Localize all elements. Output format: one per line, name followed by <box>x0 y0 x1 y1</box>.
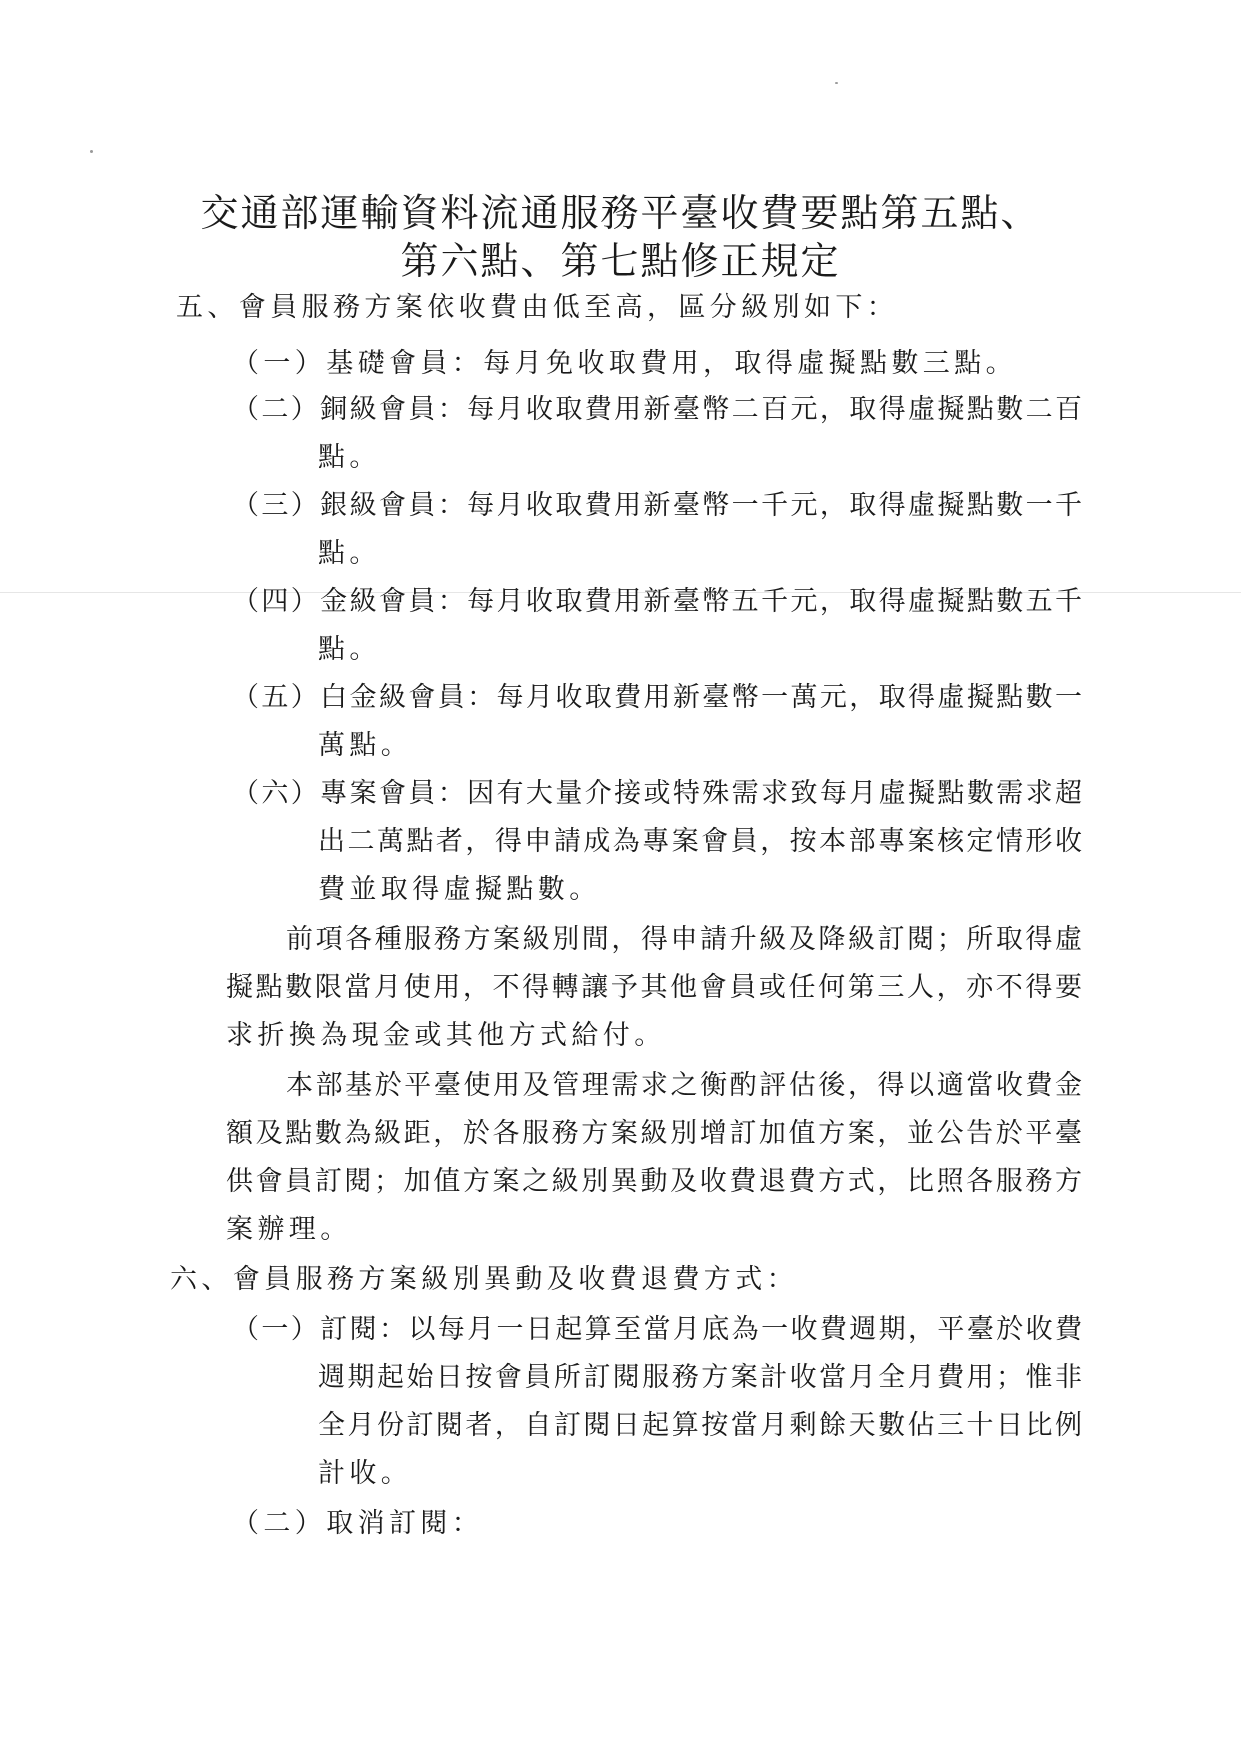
point-5-item-6-line-2: 出二萬點者，得申請成為專案會員，按本部專案核定情形收 <box>318 826 1082 857</box>
point-5-item-1-line-1: （一）基礎會員：每月免收取費用，取得虛擬點數三點。 <box>232 348 1017 379</box>
point-5-heading: 五、會員服務方案依收費由低至高，區分級別如下： <box>176 292 899 323</box>
point-5-paragraph-1-line-3: 求折換為現金或其他方式給付。 <box>226 1020 666 1051</box>
point-5-paragraph-2-line-1: 本部基於平臺使用及管理需求之衡酌評估後，得以適當收費金 <box>286 1070 1082 1101</box>
point-5-paragraph-1-line-1: 前項各種服務方案級別間，得申請升級及降級訂閱；所取得虛 <box>286 924 1082 955</box>
point-5-item-2-line-1: （二）銅級會員：每月收取費用新臺幣二百元，取得虛擬點數二百 <box>232 394 1082 425</box>
point-5-item-3-line-2: 點。 <box>318 538 381 569</box>
scan-speck <box>835 82 838 84</box>
point-6-item-1-line-1: （一）訂閱：以每月一日起算至當月底為一收費週期，平臺於收費 <box>232 1314 1082 1345</box>
point-5-paragraph-2-line-3: 供會員訂閱；加值方案之級別異動及收費退費方式，比照各服務方 <box>226 1166 1082 1197</box>
point-5-item-5-line-1: （五）白金級會員：每月收取費用新臺幣一萬元，取得虛擬點數一 <box>232 682 1082 713</box>
point-5-item-3-line-1: （三）銀級會員：每月收取費用新臺幣一千元，取得虛擬點數一千 <box>232 490 1082 521</box>
point-5-item-4-line-2: 點。 <box>318 634 381 665</box>
point-6-item-1-line-3: 全月份訂閱者，自訂閱日起算按當月剩餘天數佔三十日比例 <box>318 1410 1082 1441</box>
point-5-item-6-line-1: （六）專案會員：因有大量介接或特殊需求致每月虛擬點數需求超 <box>232 778 1082 809</box>
point-6-item-1-line-4: 計收。 <box>318 1458 413 1489</box>
point-5-item-5-line-2: 萬點。 <box>318 730 413 761</box>
document-title-line-2: 第六點、第七點修正規定 <box>400 239 841 283</box>
document-title-line-1: 交通部運輸資料流通服務平臺收費要點第五點、 <box>200 191 1041 235</box>
scan-speck <box>90 150 93 153</box>
point-5-item-4-line-1: （四）金級會員：每月收取費用新臺幣五千元，取得虛擬點數五千 <box>232 586 1082 617</box>
point-5-item-2-line-2: 點。 <box>318 442 381 473</box>
point-6-item-2-line-1: （二）取消訂閱： <box>232 1508 484 1539</box>
point-5-paragraph-1-line-2: 擬點數限當月使用，不得轉讓予其他會員或任何第三人，亦不得要 <box>226 972 1082 1003</box>
point-5-paragraph-2-line-2: 額及點數為級距，於各服務方案級別增訂加值方案，並公告於平臺 <box>226 1118 1082 1149</box>
point-6-item-1-line-2: 週期起始日按會員所訂閱服務方案計收當月全月費用；惟非 <box>318 1362 1082 1393</box>
point-5-item-6-line-3: 費並取得虛擬點數。 <box>318 874 601 905</box>
point-6-heading: 六、會員服務方案級別異動及收費退費方式： <box>170 1264 798 1295</box>
point-5-paragraph-2-line-4: 案辦理。 <box>226 1214 352 1245</box>
